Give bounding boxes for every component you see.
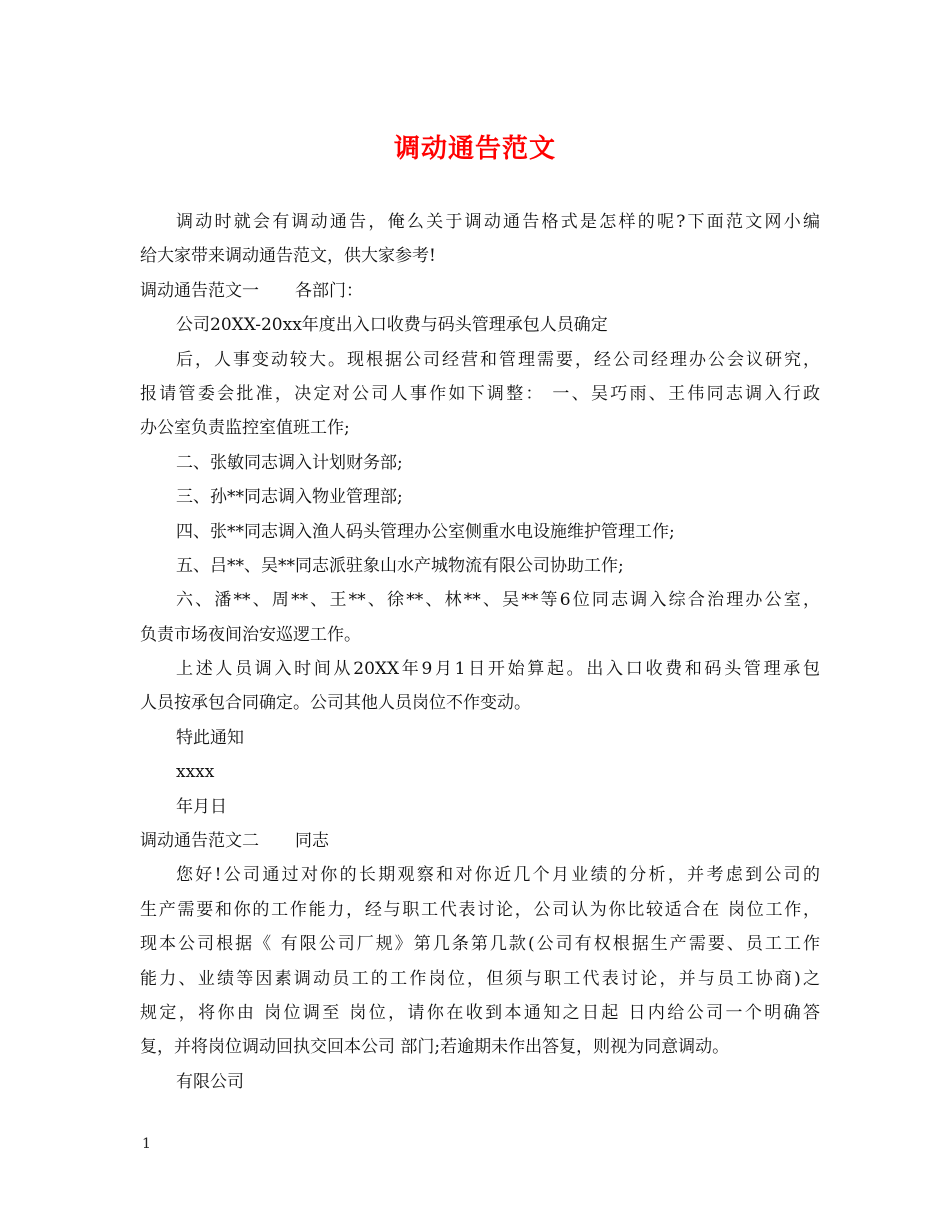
paragraph-line: 公司20XX-20xx年度出入口收费与码头管理承包人员确定 (176, 315, 608, 336)
paragraph-line: 现本公司根据《 有限公司厂规》第几条第几款(公司有权根据生产需要、员工工作 (140, 934, 820, 955)
paragraph-line: 人员按承包合同确定。公司其他人员岗位不作变动。 (140, 693, 531, 714)
addressee: 各部门： (295, 280, 363, 301)
paragraph-line: 给大家带来调动通告范文，供大家参考! (140, 246, 436, 267)
paragraph-line: 生产需要和你的工作能力，经与职工代表讨论，公司认为你比较适合在 岗位工作， (140, 899, 820, 920)
signature-line: xxxx (176, 762, 215, 783)
section-heading-line (140, 274, 820, 308)
paragraph-line: 后，人事变动较大。现根据公司经营和管理需要，经公司经理办公会议研究， (176, 349, 820, 370)
paragraph-line: 办公室负责监控室值班工作; (140, 418, 350, 439)
date-line: 年月日 (176, 796, 227, 817)
section-heading: 调动通告范文一 (140, 280, 259, 301)
paragraph-line: 上述人员调入时间从20XX年9月1日开始算起。出入口收费和码头管理承包 (176, 659, 820, 680)
document-body (140, 205, 820, 1099)
list-item: 五、吕**、吴**同志派驻象山水产城物流有限公司协助工作; (176, 555, 624, 576)
paragraph-line: 负责市场夜间治安巡逻工作。 (140, 624, 361, 645)
list-item: 二、张敏同志调入计划财务部; (176, 452, 403, 473)
section-heading-line (140, 824, 820, 858)
list-item: 四、张**同志调入渔人码头管理办公室侧重水电设施维护管理工作; (176, 521, 675, 542)
company-signature-line: 有限公司 (176, 1071, 244, 1092)
paragraph-line: 规定，将你由 岗位调至 岗位，请你在收到本通知之日起 日内给公司一个明确答 (140, 1002, 820, 1023)
paragraph-line: 您好!公司通过对你的长期观察和对你近几个月业绩的分析，并考虑到公司的 (176, 865, 820, 886)
list-item: 三、孙**同志调入物业管理部; (176, 487, 403, 508)
closing-line: 特此通知 (176, 727, 244, 748)
paragraph-line: 能力、业绩等因素调动员工的工作岗位，但须与职工代表讨论，并与员工协商)之 (140, 968, 820, 989)
section-heading: 调动通告范文二 (140, 831, 259, 852)
paragraph-line: 报请管委会批准，决定对公司人事作如下调整： 一、吴巧雨、王伟同志调入行政 (140, 383, 820, 404)
addressee: 同志 (295, 831, 329, 852)
list-item: 六、潘**、周**、王**、徐**、林**、吴**等6位同志调入综合治理办公室， (176, 590, 820, 611)
document-title: 调动通告范文 (393, 134, 556, 164)
paragraph-line: 调动时就会有调动通告，俺么关于调动通告格式是怎样的呢?下面范文网小编 (176, 212, 820, 232)
page-number: 1 (142, 1136, 151, 1152)
paragraph-line: 复，并将岗位调动回执交回本公司 部门;若逾期未作出答复，则视为同意调动。 (140, 1037, 730, 1058)
